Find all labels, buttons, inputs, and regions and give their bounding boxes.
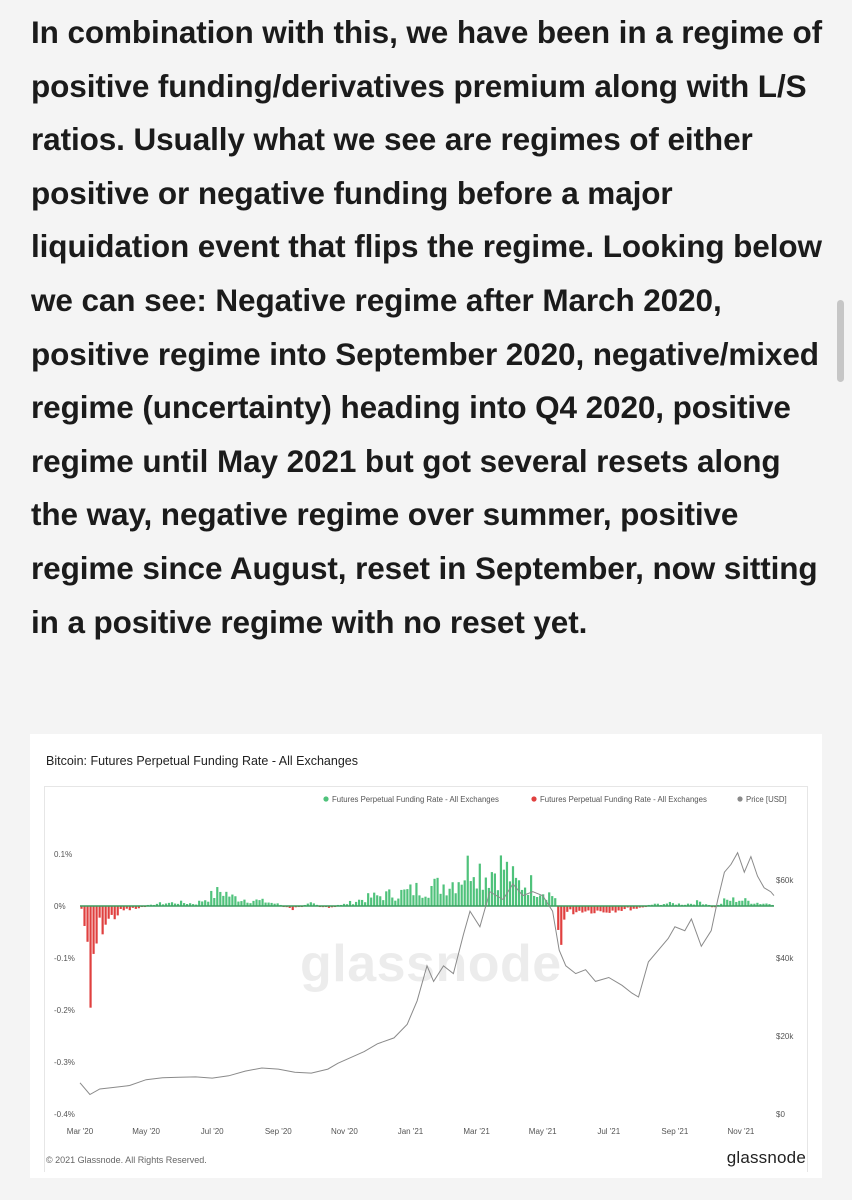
funding-rate-bar <box>228 897 230 906</box>
x-axis-tick-label: Sep '20 <box>264 1127 292 1136</box>
funding-rate-bar <box>379 896 381 906</box>
funding-rate-bar <box>524 888 526 906</box>
funding-rate-bar <box>605 906 607 913</box>
funding-rate-bar <box>536 897 538 906</box>
funding-rate-bar <box>449 889 451 906</box>
y-axis-left-tick-label: -0.1% <box>54 954 75 963</box>
funding-rate-bar <box>470 881 472 906</box>
funding-rate-bar <box>614 906 616 912</box>
funding-rate-bar <box>231 895 233 906</box>
funding-rate-bar <box>243 900 245 906</box>
funding-rate-bar <box>461 885 463 906</box>
y-axis-left-tick-label: -0.3% <box>54 1058 75 1067</box>
y-axis-right-tick-label: $60k <box>776 876 794 885</box>
funding-rate-bar <box>382 900 384 906</box>
funding-rate-bar <box>608 906 610 913</box>
legend-label: Futures Perpetual Funding Rate - All Exchanges <box>540 795 707 804</box>
funding-rate-bar <box>261 899 263 906</box>
funding-rate-bar <box>397 899 399 906</box>
funding-rate-bar <box>204 900 206 906</box>
funding-rate-bar <box>436 878 438 906</box>
x-axis-tick-label: Jan '21 <box>397 1127 424 1136</box>
funding-rate-bar <box>518 880 520 906</box>
y-axis-right-tick-label: $20k <box>776 1032 794 1041</box>
funding-rate-bar <box>515 878 517 906</box>
funding-rate-bar <box>732 897 734 906</box>
funding-rate-bar <box>430 886 432 906</box>
funding-rate-bar <box>494 873 496 906</box>
funding-rate-bar <box>479 864 481 906</box>
legend-label: Futures Perpetual Funding Rate - All Exchanges <box>332 795 499 804</box>
funding-rate-bar <box>219 892 221 906</box>
funding-rate-bar <box>539 895 541 906</box>
funding-rate-bar <box>512 866 514 906</box>
funding-rate-bar <box>403 889 405 906</box>
y-axis-right-tick-label: $40k <box>776 954 794 963</box>
funding-rate-bar <box>83 906 85 926</box>
legend-dot <box>323 796 328 801</box>
funding-rate-bar <box>563 906 565 920</box>
funding-rate-bar <box>108 906 110 919</box>
funding-rate-bar <box>367 893 369 906</box>
funding-rate-bar <box>92 906 94 954</box>
funding-rate-bar <box>349 901 351 906</box>
glassnode-logo: glassnode <box>726 1148 806 1167</box>
x-axis-tick-label: May '20 <box>132 1127 160 1136</box>
funding-rate-bar <box>521 890 523 906</box>
funding-rate-bar <box>741 901 743 906</box>
funding-rate-bar <box>421 898 423 906</box>
legend-dot <box>531 796 536 801</box>
funding-rate-bar <box>527 895 529 906</box>
funding-rate-bar <box>584 906 586 912</box>
funding-rate-bar <box>213 898 215 906</box>
funding-rate-bar <box>551 896 553 906</box>
funding-rate-bar <box>391 898 393 906</box>
price-line <box>80 853 774 1095</box>
chart-title: Bitcoin: Futures Perpetual Funding Rate - All Exchanges <box>46 754 358 768</box>
funding-rate-bar <box>222 896 224 906</box>
funding-rate-bar <box>385 891 387 906</box>
legend-label: Price [USD] <box>746 795 787 804</box>
funding-rate-bar <box>533 896 535 906</box>
funding-rate-bar <box>464 880 466 906</box>
funding-rate-bar <box>180 901 182 906</box>
funding-rate-bar <box>427 898 429 906</box>
funding-rate-bar <box>554 898 556 906</box>
funding-rate-bar <box>433 879 435 906</box>
funding-rate-bar <box>111 906 113 915</box>
funding-rate-bar <box>590 906 592 913</box>
x-axis-tick-label: Sep '21 <box>661 1127 689 1136</box>
funding-rate-bar <box>388 889 390 906</box>
x-axis-tick-label: Mar '20 <box>66 1127 94 1136</box>
funding-rate-bar <box>599 906 601 911</box>
funding-rate-bar <box>602 906 604 912</box>
funding-rate-bar <box>210 891 212 906</box>
funding-rate-bar <box>400 890 402 906</box>
funding-rate-bar <box>216 887 218 906</box>
x-axis-tick-label: May '21 <box>528 1127 557 1136</box>
funding-rate-bar <box>572 906 574 914</box>
funding-rate-bar <box>560 906 562 945</box>
funding-rate-bar <box>491 872 493 906</box>
funding-rate-bar <box>723 898 725 906</box>
funding-rate-bar <box>726 900 728 906</box>
funding-rate-bar <box>198 901 200 906</box>
legend-dot <box>737 796 742 801</box>
y-axis-left-tick-label: -0.4% <box>54 1110 75 1119</box>
article-paragraph: In combination with this, we have been in a regime of positive funding/derivatives premium along with L/S ratios. Usually what we see are regimes of either positive or negative funding before a major liquidation event that flips the regime. Looking below we can see: Negative regime after March 2020, positive regime into September 2020, negative/mixed regime (uncertainty) heading into Q4 2020, positive regime until May 2021 but got several resets along the way, negative regime over summer, positive regime since August, reset in September, now sitting in a positive regime with no reset yet. <box>31 14 823 640</box>
funding-rate-bar <box>361 900 363 906</box>
chart-card <box>30 734 822 1178</box>
funding-rate-bar <box>557 906 559 930</box>
funding-rate-bar <box>376 895 378 906</box>
funding-rate-bar <box>482 890 484 906</box>
x-axis-tick-label: Jul '21 <box>597 1127 621 1136</box>
funding-rate-bar <box>696 900 698 906</box>
funding-rate-bar <box>114 906 116 919</box>
funding-rate-bar <box>412 895 414 906</box>
funding-rate-chart <box>30 734 822 1144</box>
funding-rate-bar <box>530 875 532 906</box>
funding-rate-bar <box>455 893 457 906</box>
watermark-logo: glassnode <box>300 935 562 993</box>
funding-rate-bar <box>409 884 411 906</box>
y-axis-left-tick-label: -0.2% <box>54 1006 75 1015</box>
funding-rate-bar <box>581 906 583 913</box>
funding-rate-bar <box>446 895 448 906</box>
funding-rate-bar <box>578 906 580 911</box>
funding-rate-bar <box>105 906 107 925</box>
x-axis-tick-label: Jul '20 <box>200 1127 224 1136</box>
funding-rate-bar <box>418 895 420 906</box>
funding-rate-bar <box>255 899 257 906</box>
funding-rate-bar <box>252 901 254 906</box>
y-axis-left-tick-label: 0.1% <box>54 850 73 859</box>
y-axis-left-tick-label: 0% <box>54 902 66 911</box>
funding-rate-bar <box>575 906 577 912</box>
funding-rate-bar <box>509 881 511 906</box>
funding-rate-bar <box>566 906 568 912</box>
funding-rate-bar <box>358 900 360 906</box>
funding-rate-bar <box>234 896 236 906</box>
funding-rate-bar <box>497 890 499 906</box>
funding-rate-bar <box>373 893 375 906</box>
funding-rate-bar <box>415 883 417 906</box>
copyright-text: © 2021 Glassnode. All Rights Reserved. <box>46 1155 207 1165</box>
funding-rate-bar <box>439 894 441 906</box>
funding-rate-bar <box>593 906 595 913</box>
funding-rate-bar <box>452 882 454 906</box>
funding-rate-bar <box>394 901 396 906</box>
x-axis-tick-label: Nov '21 <box>727 1127 755 1136</box>
scrollbar-thumb[interactable] <box>837 300 844 382</box>
funding-rate-bar <box>506 862 508 906</box>
funding-rate-bar <box>95 906 97 944</box>
funding-rate-bar <box>240 901 242 906</box>
funding-rate-bar <box>467 856 469 906</box>
funding-rate-bar <box>744 898 746 906</box>
funding-rate-bar <box>424 897 426 906</box>
y-axis-right-tick-label: $0 <box>776 1110 785 1119</box>
funding-rate-bar <box>406 889 408 906</box>
funding-rate-bar <box>476 889 478 906</box>
funding-rate-bar <box>99 906 101 918</box>
funding-rate-bar <box>458 882 460 906</box>
funding-rate-bar <box>86 906 88 942</box>
funding-rate-bar <box>102 906 104 934</box>
funding-rate-bar <box>370 898 372 906</box>
funding-rate-bar <box>473 877 475 906</box>
funding-rate-bar <box>747 901 749 906</box>
funding-rate-bar <box>503 870 505 906</box>
funding-rate-bar <box>442 884 444 906</box>
x-axis-tick-label: Mar '21 <box>463 1127 490 1136</box>
funding-rate-bar <box>225 892 227 906</box>
funding-rate-bar <box>89 906 91 1008</box>
funding-rate-bar <box>738 901 740 906</box>
x-axis-tick-label: Nov '20 <box>330 1127 358 1136</box>
funding-rate-bar <box>729 901 731 906</box>
funding-rate-bar <box>117 906 119 915</box>
funding-rate-bar <box>258 900 260 906</box>
funding-rate-bar <box>621 906 623 911</box>
